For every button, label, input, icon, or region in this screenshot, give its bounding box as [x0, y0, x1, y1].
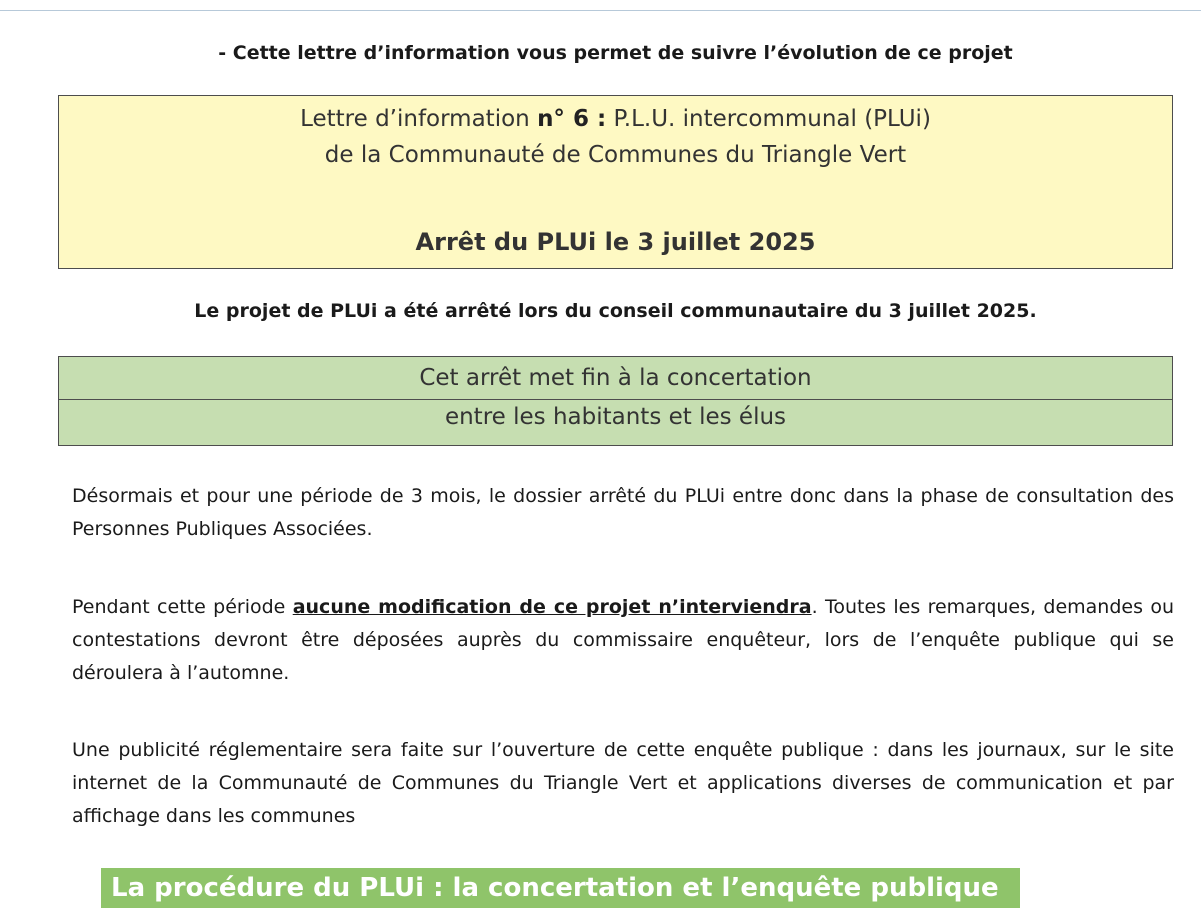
- intro-line: - Cette lettre d’information vous permet de suivre l’évolution de ce projet: [218, 42, 1013, 64]
- paragraph-no-modification-end: . Toutes les remarques, demandes ou contestations devront être déposées auprès du commissaire enquêteur, lors de l’enquête publique qui se déroulera à l’automne.: [72, 596, 1175, 684]
- concertation-line-2: entre les habitants et les élus: [59, 399, 1172, 430]
- concertation-line-1: Cet arrêt met fin à la concertation: [419, 365, 812, 391]
- newsletter-subtitle: de la Communauté de Communes du Triangle Vert: [324, 142, 907, 168]
- paragraph-consultation: Désormais et pour une période de 3 mois, le dossier arrêté du PLUi entre donc dans la phase de consultation des Personnes Publiques Associées.: [72, 485, 1174, 540]
- paragraph-no-modification-start: Pendant cette période: [72, 596, 293, 618]
- top-divider: [0, 10, 1201, 11]
- newsletter-number: n° 6 :: [537, 106, 607, 132]
- newsletter-title-suffix: P.L.U. intercommunal (PLUi): [606, 106, 931, 132]
- paragraph-no-modification: [72, 591, 1174, 690]
- newsletter-title-prefix: Lettre d’information: [300, 106, 538, 132]
- concertation-box: [58, 356, 1173, 446]
- paragraph-publicity: Une publicité réglementaire sera faite sur l’ouverture de cette enquête publique : dans les journaux, sur le site internet de la Communauté de Communes du Triangle Vert et applications diverses de communication et par affichage dans les communes: [72, 739, 1174, 827]
- procedure-section-banner: La procédure du PLUi : la concertation et l’enquête publique: [101, 868, 1020, 908]
- newsletter-header-box: [58, 95, 1173, 269]
- newsletter-title: [59, 106, 1172, 132]
- newsletter-headline: Arrêt du PLUi le 3 juillet 2025: [415, 228, 816, 256]
- decision-statement: Le projet de PLUi a été arrêté lors du conseil communautaire du 3 juillet 2025.: [194, 300, 1037, 322]
- no-modification-emphasis: aucune modification de ce projet n’interviendra: [292, 596, 812, 618]
